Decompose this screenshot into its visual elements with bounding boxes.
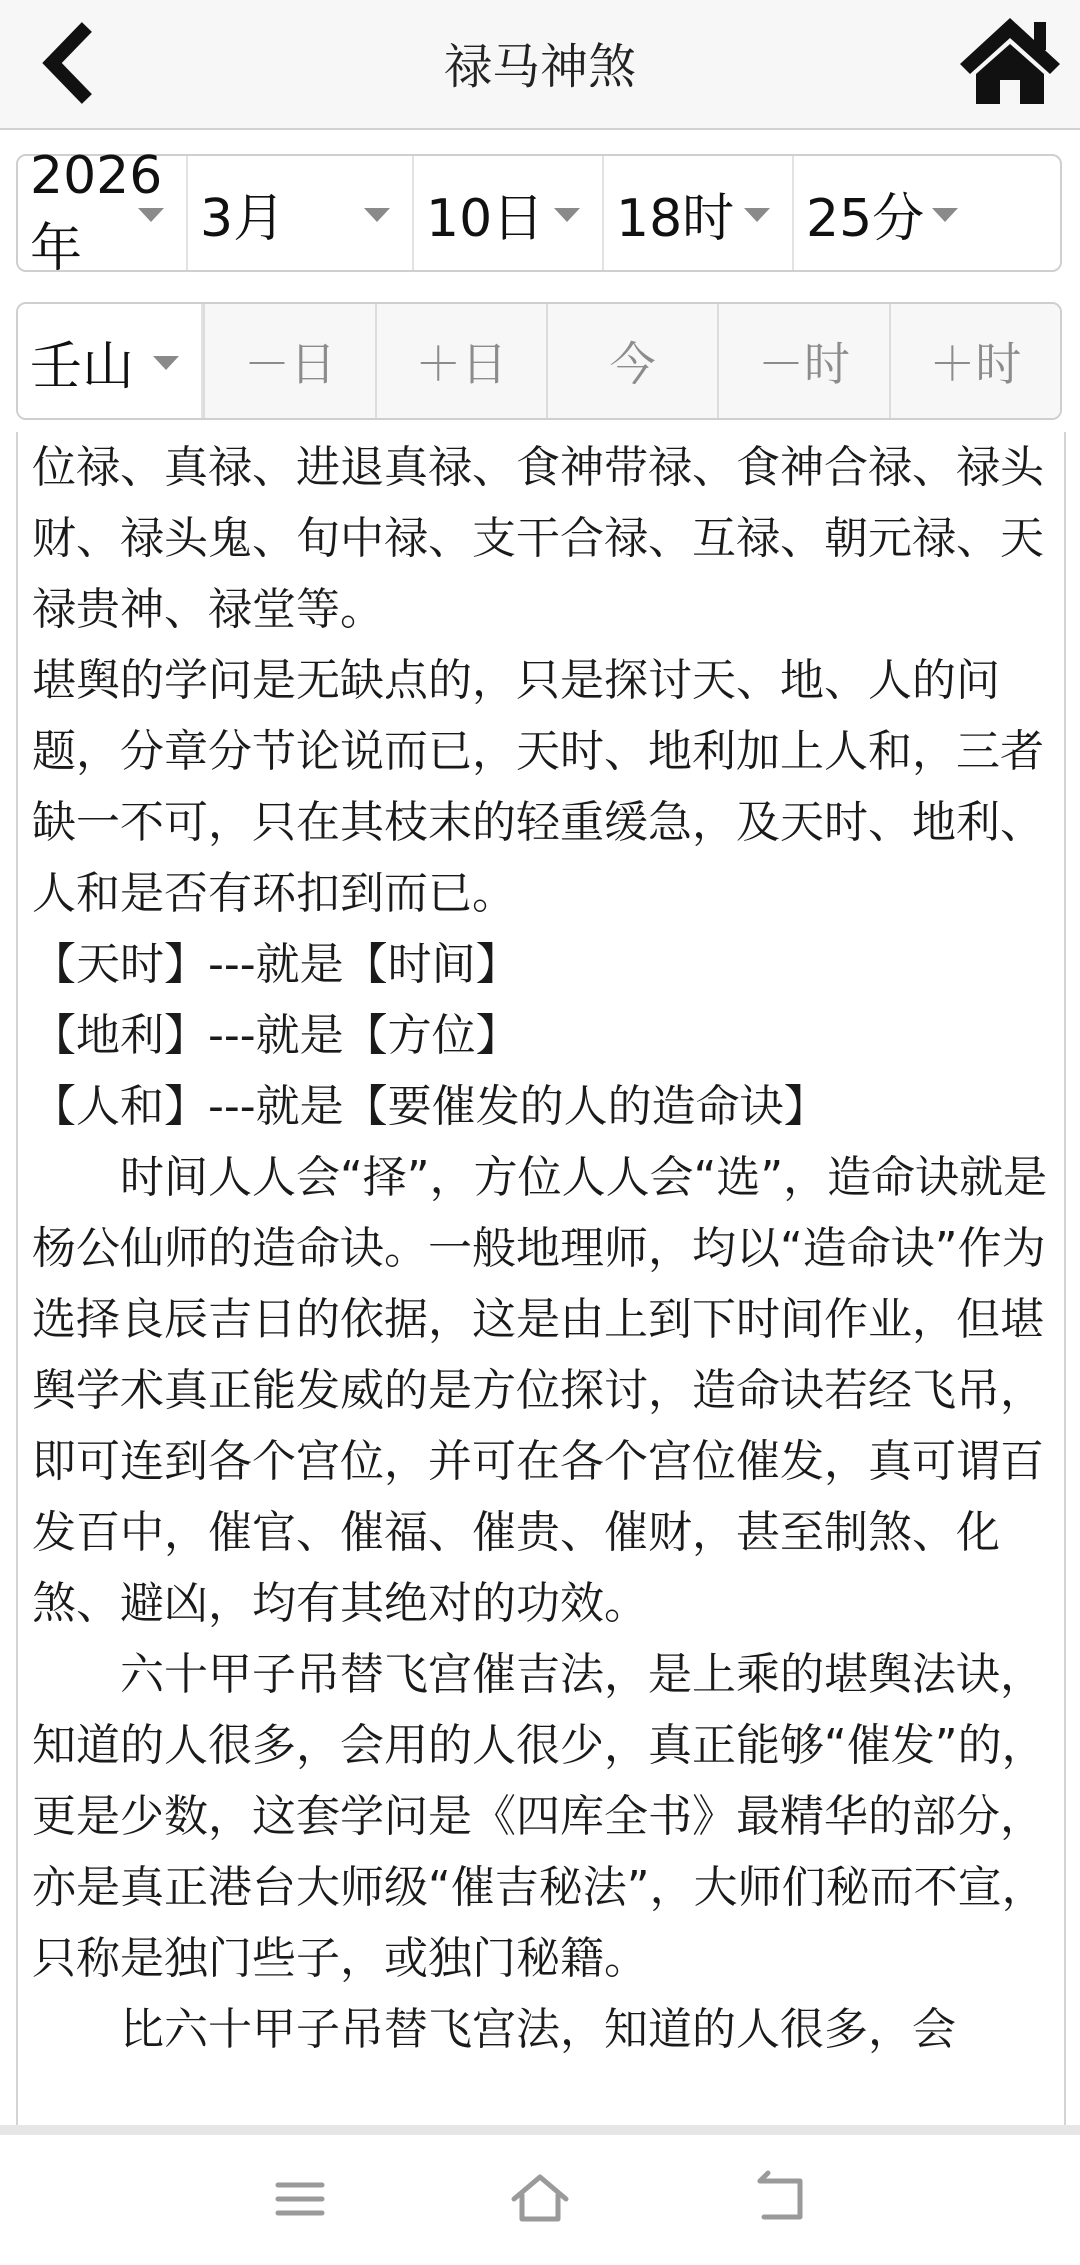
paragraph: 堪舆的学问是无缺点的，只是探讨天、地、人的问题，分章分节论说而已，天时、地利加上人和，三者缺一不可，只在其枝末的轻重缓急，及天时、地利、人和是否有环扣到而已。 <box>32 655 1044 919</box>
date-selector-row <box>16 145 1062 279</box>
year-select[interactable] <box>18 145 188 279</box>
paragraph: 【天时】---就是【时间】 <box>32 939 520 990</box>
plus-day-button[interactable]: ＋日 <box>375 304 546 418</box>
paragraph: 时间人人会“择”，方位人人会“选”，造命诀就是杨公仙师的造命诀。一般地理师，均以“造命诀”作为选择良辰吉日的依据，这是由上到下时间作业，但堪舆学术真正能发威的是方位探讨，造命诀若经飞吊，即可连到各个宫位，并可在各个宫位催发，真可谓百发百中，催官、催福、催贵、催财，甚至制煞、化煞、避凶，均有其绝对的功效。 <box>32 1152 1048 1629</box>
day-value: 10日 <box>426 188 545 249</box>
minute-select[interactable] <box>794 156 980 270</box>
today-button[interactable]: 今 <box>546 304 717 418</box>
article-frame[interactable] <box>16 432 1066 2132</box>
dropdown-arrow-icon <box>932 208 958 222</box>
minute-value: 25分 <box>806 188 925 249</box>
paragraph: 比六十甲子吊替飞宫法，知道的人很多，会 <box>120 2004 956 2055</box>
hour-value: 18时 <box>616 188 735 249</box>
dropdown-arrow-icon <box>364 208 390 222</box>
paragraph: 位禄、真禄、进退真禄、食神带禄、食神合禄、禄头财、禄头鬼、旬中禄、支干合禄、互禄、朝元禄、天禄贵神、禄堂等。 <box>32 442 1044 635</box>
mountain-value: 壬山 <box>30 336 135 397</box>
app-header <box>0 0 1080 130</box>
control-row <box>16 302 1062 420</box>
plus-hour-button[interactable]: ＋时 <box>889 304 1060 418</box>
year-value: 2026年 <box>30 145 163 279</box>
minus-hour-button[interactable]: －时 <box>717 304 888 418</box>
dropdown-arrow-icon <box>138 208 164 222</box>
paragraph: 六十甲子吊替飞宫催吉法，是上乘的堪舆法诀，知道的人很多，会用的人很少，真正能够“催发”的，更是少数，这套学问是《四库全书》最精华的部分，亦是真正港台大师级“催吉秘法”，大师们秘而不宣，只称是独门些子，或独门秘籍。 <box>32 1649 1046 1984</box>
back-icon <box>740 2163 820 2235</box>
month-value: 3月 <box>200 188 286 249</box>
menu-button[interactable] <box>260 2163 340 2235</box>
minus-day-button[interactable]: －日 <box>203 304 374 418</box>
mountain-select[interactable] <box>18 304 203 418</box>
hour-select[interactable] <box>604 156 794 270</box>
home-nav-button[interactable] <box>500 2163 580 2235</box>
dropdown-arrow-icon <box>744 208 770 222</box>
paragraph: 【人和】---就是【要催发的人的造命诀】 <box>32 1081 828 1132</box>
home-icon <box>958 16 1062 106</box>
day-select[interactable] <box>414 156 604 270</box>
page-title: 禄马神煞 <box>443 39 636 95</box>
paragraph: 【地利】---就是【方位】 <box>32 1010 520 1061</box>
article-body <box>32 432 1052 2065</box>
home-outline-icon <box>500 2163 580 2235</box>
scroll-edge <box>0 2125 1080 2135</box>
month-select[interactable] <box>188 156 414 270</box>
dropdown-arrow-icon <box>554 208 580 222</box>
system-nav-bar <box>0 2135 1080 2265</box>
home-button[interactable] <box>958 16 1062 106</box>
back-nav-button[interactable] <box>740 2163 820 2235</box>
dropdown-arrow-icon <box>153 356 179 370</box>
menu-icon <box>260 2163 340 2235</box>
